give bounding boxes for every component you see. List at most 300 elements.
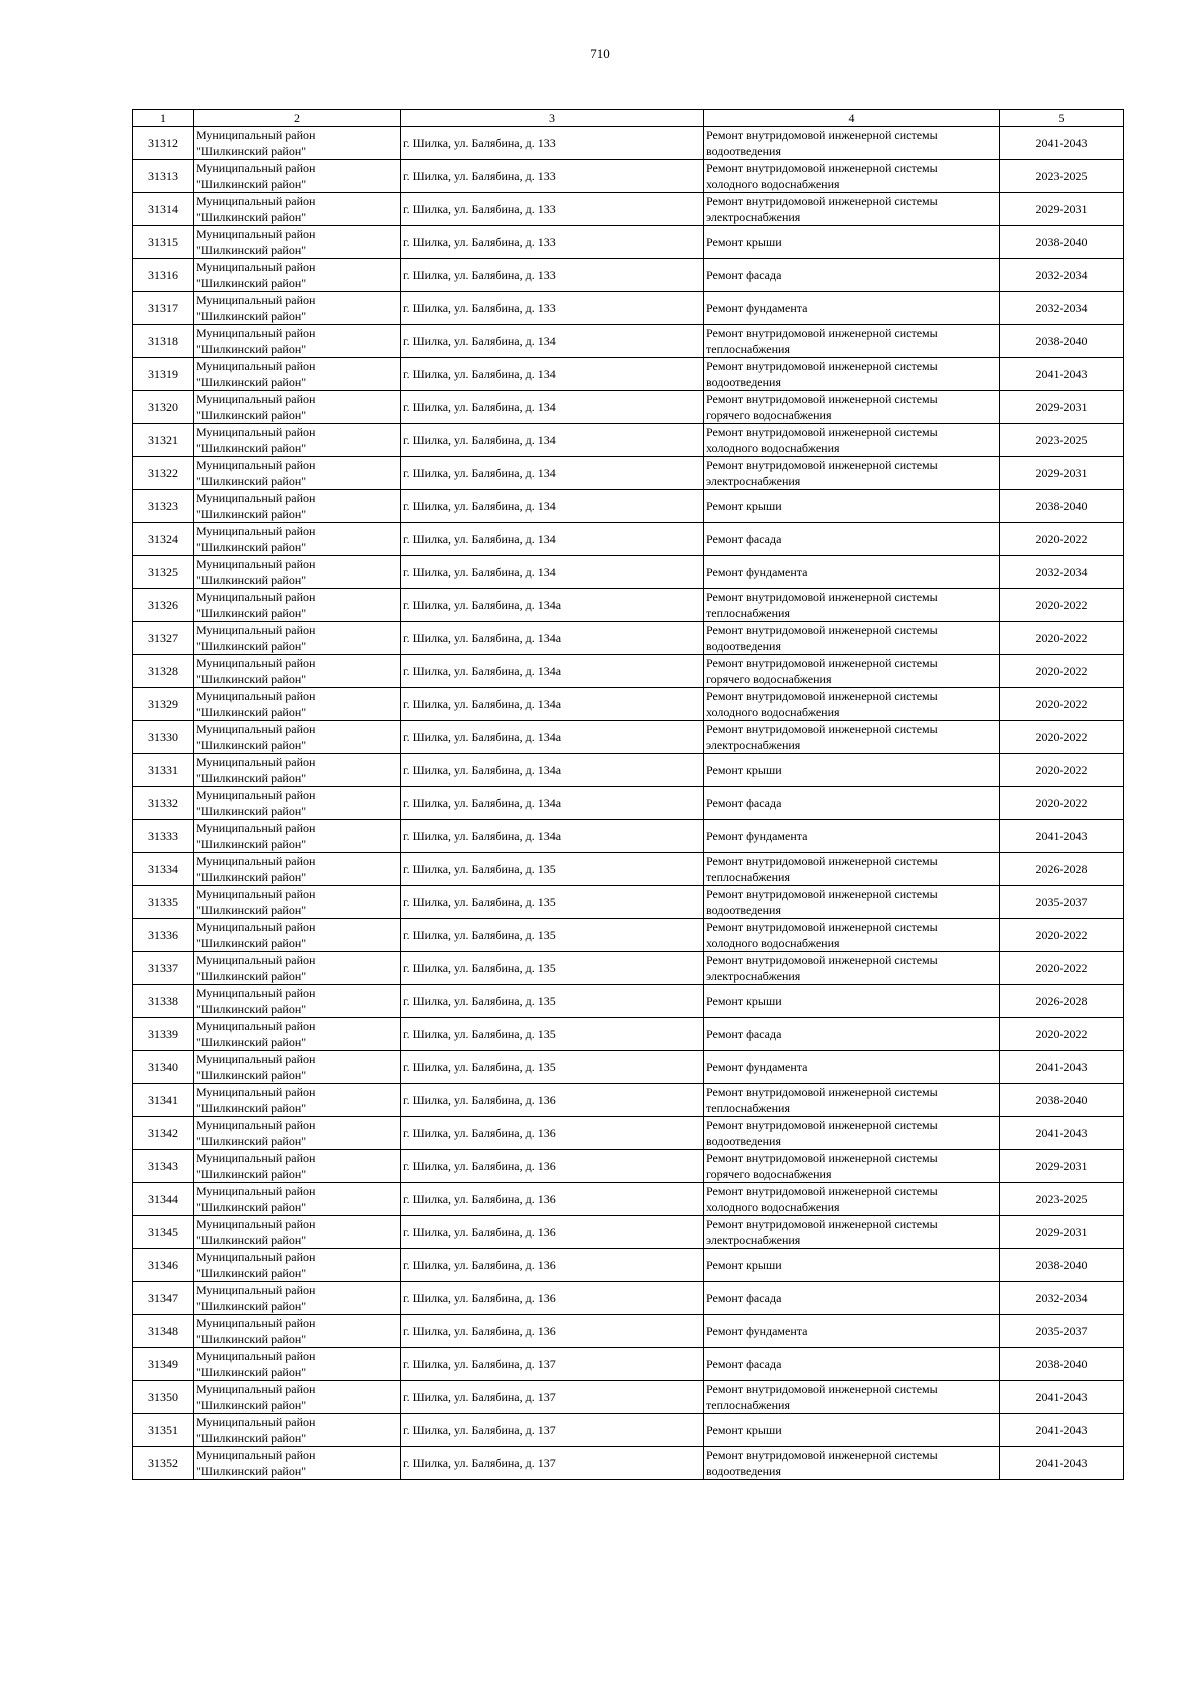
district-line: "Шилкинский район" <box>196 177 307 191</box>
cell-period: 2041-2043 <box>1000 1381 1124 1414</box>
district-line: Муниципальный район <box>196 755 316 769</box>
cell-period: 2038-2040 <box>1000 490 1124 523</box>
district-line: "Шилкинский район" <box>196 870 307 884</box>
table-row <box>133 655 1124 688</box>
work-line: теплоснабжения <box>706 606 790 620</box>
cell-period: 2026-2028 <box>1000 985 1124 1018</box>
district-line: "Шилкинский район" <box>196 639 307 653</box>
district-line: Муниципальный район <box>196 722 316 736</box>
district-line: "Шилкинский район" <box>196 1299 307 1313</box>
cell-work-type <box>704 1348 1000 1381</box>
cell-address: г. Шилка, ул. Балябина, д. 134а <box>401 721 704 754</box>
cell-work-type <box>704 325 1000 358</box>
cell-address: г. Шилка, ул. Балябина, д. 133 <box>401 292 704 325</box>
table-row <box>133 787 1124 820</box>
work-line: водоотведения <box>706 639 781 653</box>
header-col-3: 3 <box>401 110 704 127</box>
cell-work-type <box>704 886 1000 919</box>
cell-number: 31344 <box>133 1183 194 1216</box>
district-line: Муниципальный район <box>196 1382 316 1396</box>
cell-period: 2020-2022 <box>1000 655 1124 688</box>
header-col-1: 1 <box>133 110 194 127</box>
cell-number: 31323 <box>133 490 194 523</box>
work-line: Ремонт внутридомовой инженерной системы <box>706 920 938 934</box>
cell-period: 2029-2031 <box>1000 391 1124 424</box>
district-line: Муниципальный район <box>196 359 316 373</box>
district-line: Муниципальный район <box>196 260 316 274</box>
cell-number: 31322 <box>133 457 194 490</box>
work-line: электроснабжения <box>706 738 801 752</box>
cell-address: г. Шилка, ул. Балябина, д. 136 <box>401 1183 704 1216</box>
cell-district <box>194 127 401 160</box>
table-row <box>133 127 1124 160</box>
cell-district <box>194 1315 401 1348</box>
cell-number: 31328 <box>133 655 194 688</box>
table-row <box>133 1315 1124 1348</box>
district-line: Муниципальный район <box>196 1415 316 1429</box>
cell-work-type <box>704 1150 1000 1183</box>
district-line: "Шилкинский район" <box>196 606 307 620</box>
table-row <box>133 886 1124 919</box>
work-line: Ремонт крыши <box>706 1258 782 1272</box>
district-line: "Шилкинский район" <box>196 1431 307 1445</box>
cell-address: г. Шилка, ул. Балябина, д. 134а <box>401 787 704 820</box>
cell-number: 31338 <box>133 985 194 1018</box>
cell-district <box>194 1117 401 1150</box>
cell-work-type <box>704 1282 1000 1315</box>
work-line: Ремонт фундамента <box>706 829 808 843</box>
cell-period: 2032-2034 <box>1000 556 1124 589</box>
work-line: электроснабжения <box>706 474 801 488</box>
table-row <box>133 622 1124 655</box>
work-line: Ремонт фундамента <box>706 565 808 579</box>
cell-address: г. Шилка, ул. Балябина, д. 136 <box>401 1084 704 1117</box>
work-line: холодного водоснабжения <box>706 177 840 191</box>
work-line: холодного водоснабжения <box>706 441 840 455</box>
cell-period: 2041-2043 <box>1000 358 1124 391</box>
work-line: Ремонт фасада <box>706 1291 782 1305</box>
table-row <box>133 721 1124 754</box>
work-line: Ремонт крыши <box>706 763 782 777</box>
cell-address: г. Шилка, ул. Балябина, д. 135 <box>401 1051 704 1084</box>
district-line: "Шилкинский район" <box>196 276 307 290</box>
cell-period: 2038-2040 <box>1000 226 1124 259</box>
work-line: теплоснабжения <box>706 1398 790 1412</box>
cell-address: г. Шилка, ул. Балябина, д. 133 <box>401 160 704 193</box>
cell-work-type <box>704 622 1000 655</box>
cell-period: 2038-2040 <box>1000 325 1124 358</box>
cell-period: 2020-2022 <box>1000 688 1124 721</box>
cell-district <box>194 985 401 1018</box>
district-line: Муниципальный район <box>196 425 316 439</box>
district-line: Муниципальный район <box>196 1052 316 1066</box>
work-line: электроснабжения <box>706 210 801 224</box>
work-line: Ремонт крыши <box>706 235 782 249</box>
table-row <box>133 688 1124 721</box>
work-line: Ремонт внутридомовой инженерной системы <box>706 887 938 901</box>
cell-period: 2020-2022 <box>1000 1018 1124 1051</box>
cell-district <box>194 688 401 721</box>
cell-number: 31327 <box>133 622 194 655</box>
table-row <box>133 1216 1124 1249</box>
cell-number: 31348 <box>133 1315 194 1348</box>
cell-district <box>194 721 401 754</box>
cell-period: 2041-2043 <box>1000 1117 1124 1150</box>
table-header <box>133 110 1124 127</box>
cell-number: 31347 <box>133 1282 194 1315</box>
district-line: "Шилкинский район" <box>196 1134 307 1148</box>
cell-address: г. Шилка, ул. Балябина, д. 135 <box>401 1018 704 1051</box>
cell-district <box>194 820 401 853</box>
cell-work-type <box>704 457 1000 490</box>
cell-number: 31312 <box>133 127 194 160</box>
cell-work-type <box>704 259 1000 292</box>
cell-district <box>194 886 401 919</box>
work-line: Ремонт внутридомовой инженерной системы <box>706 623 938 637</box>
table-row <box>133 754 1124 787</box>
table-row <box>133 1117 1124 1150</box>
district-line: "Шилкинский район" <box>196 1266 307 1280</box>
cell-period: 2020-2022 <box>1000 919 1124 952</box>
district-line: "Шилкинский район" <box>196 1167 307 1181</box>
district-line: "Шилкинский район" <box>196 804 307 818</box>
cell-number: 31350 <box>133 1381 194 1414</box>
table-row <box>133 853 1124 886</box>
cell-number: 31330 <box>133 721 194 754</box>
table-row <box>133 226 1124 259</box>
cell-work-type <box>704 853 1000 886</box>
work-line: Ремонт внутридомовой инженерной системы <box>706 953 938 967</box>
work-line: Ремонт внутридомовой инженерной системы <box>706 722 938 736</box>
cell-number: 31329 <box>133 688 194 721</box>
cell-address: г. Шилка, ул. Балябина, д. 135 <box>401 886 704 919</box>
cell-address: г. Шилка, ул. Балябина, д. 135 <box>401 853 704 886</box>
cell-work-type <box>704 985 1000 1018</box>
cell-address: г. Шилка, ул. Балябина, д. 135 <box>401 952 704 985</box>
cell-work-type <box>704 820 1000 853</box>
district-line: "Шилкинский район" <box>196 144 307 158</box>
cell-number: 31317 <box>133 292 194 325</box>
cell-address: г. Шилка, ул. Балябина, д. 135 <box>401 985 704 1018</box>
cell-number: 31313 <box>133 160 194 193</box>
table-row <box>133 358 1124 391</box>
district-line: Муниципальный район <box>196 1151 316 1165</box>
cell-district <box>194 1414 401 1447</box>
cell-address: г. Шилка, ул. Балябина, д. 134а <box>401 589 704 622</box>
district-line: Муниципальный район <box>196 128 316 142</box>
cell-work-type <box>704 1315 1000 1348</box>
cell-number: 31318 <box>133 325 194 358</box>
cell-number: 31351 <box>133 1414 194 1447</box>
cell-period: 2020-2022 <box>1000 523 1124 556</box>
table-row <box>133 1051 1124 1084</box>
cell-district <box>194 523 401 556</box>
work-line: Ремонт внутридомовой инженерной системы <box>706 1118 938 1132</box>
cell-number: 31352 <box>133 1447 194 1480</box>
district-line: Муниципальный район <box>196 1448 316 1462</box>
cell-address: г. Шилка, ул. Балябина, д. 136 <box>401 1117 704 1150</box>
cell-district <box>194 1018 401 1051</box>
table-row <box>133 391 1124 424</box>
cell-address: г. Шилка, ул. Балябина, д. 134а <box>401 688 704 721</box>
district-line: "Шилкинский район" <box>196 837 307 851</box>
district-line: "Шилкинский район" <box>196 738 307 752</box>
cell-district <box>194 1216 401 1249</box>
cell-address: г. Шилка, ул. Балябина, д. 135 <box>401 919 704 952</box>
cell-period: 2038-2040 <box>1000 1348 1124 1381</box>
cell-district <box>194 424 401 457</box>
cell-address: г. Шилка, ул. Балябина, д. 137 <box>401 1447 704 1480</box>
work-line: Ремонт внутридомовой инженерной системы <box>706 1085 938 1099</box>
work-line: Ремонт внутридомовой инженерной системы <box>706 1448 938 1462</box>
district-line: Муниципальный район <box>196 1250 316 1264</box>
cell-work-type <box>704 1117 1000 1150</box>
table-row <box>133 1447 1124 1480</box>
cell-district <box>194 556 401 589</box>
work-line: теплоснабжения <box>706 870 790 884</box>
district-line: "Шилкинский район" <box>196 309 307 323</box>
table-row <box>133 1183 1124 1216</box>
cell-district <box>194 490 401 523</box>
district-line: "Шилкинский район" <box>196 1233 307 1247</box>
district-line: Муниципальный район <box>196 293 316 307</box>
district-line: Муниципальный район <box>196 1184 316 1198</box>
cell-district <box>194 589 401 622</box>
table-row <box>133 1018 1124 1051</box>
cell-district <box>194 1348 401 1381</box>
district-line: Муниципальный район <box>196 953 316 967</box>
cell-district <box>194 325 401 358</box>
district-line: "Шилкинский район" <box>196 771 307 785</box>
work-line: Ремонт внутридомовой инженерной системы <box>706 161 938 175</box>
cell-period: 2041-2043 <box>1000 127 1124 160</box>
district-line: Муниципальный район <box>196 392 316 406</box>
cell-number: 31331 <box>133 754 194 787</box>
table-row <box>133 1348 1124 1381</box>
table-row <box>133 985 1124 1018</box>
work-line: Ремонт внутридомовой инженерной системы <box>706 194 938 208</box>
cell-address: г. Шилка, ул. Балябина, д. 136 <box>401 1282 704 1315</box>
cell-district <box>194 292 401 325</box>
cell-district <box>194 193 401 226</box>
district-line: Муниципальный район <box>196 821 316 835</box>
cell-work-type <box>704 193 1000 226</box>
cell-period: 2041-2043 <box>1000 820 1124 853</box>
district-line: Муниципальный район <box>196 326 316 340</box>
district-line: "Шилкинский район" <box>196 573 307 587</box>
cell-district <box>194 358 401 391</box>
cell-address: г. Шилка, ул. Балябина, д. 134 <box>401 457 704 490</box>
cell-period: 2020-2022 <box>1000 787 1124 820</box>
cell-address: г. Шилка, ул. Балябина, д. 136 <box>401 1315 704 1348</box>
cell-number: 31321 <box>133 424 194 457</box>
cell-work-type <box>704 292 1000 325</box>
district-line: "Шилкинский район" <box>196 1464 307 1478</box>
cell-address: г. Шилка, ул. Балябина, д. 134 <box>401 523 704 556</box>
table-row <box>133 1249 1124 1282</box>
cell-address: г. Шилка, ул. Балябина, д. 133 <box>401 127 704 160</box>
cell-number: 31337 <box>133 952 194 985</box>
cell-address: г. Шилка, ул. Балябина, д. 137 <box>401 1381 704 1414</box>
work-line: холодного водоснабжения <box>706 936 840 950</box>
cell-work-type <box>704 1216 1000 1249</box>
district-line: "Шилкинский район" <box>196 705 307 719</box>
district-line: "Шилкинский район" <box>196 1101 307 1115</box>
district-line: "Шилкинский район" <box>196 936 307 950</box>
district-line: "Шилкинский район" <box>196 1002 307 1016</box>
district-line: "Шилкинский район" <box>196 1200 307 1214</box>
work-line: Ремонт внутридомовой инженерной системы <box>706 1382 938 1396</box>
cell-work-type <box>704 919 1000 952</box>
cell-period: 2029-2031 <box>1000 193 1124 226</box>
district-line: Муниципальный район <box>196 491 316 505</box>
header-col-4: 4 <box>704 110 1000 127</box>
cell-address: г. Шилка, ул. Балябина, д. 134 <box>401 556 704 589</box>
district-line: Муниципальный район <box>196 1085 316 1099</box>
district-line: "Шилкинский район" <box>196 408 307 422</box>
cell-work-type <box>704 1381 1000 1414</box>
cell-address: г. Шилка, ул. Балябина, д. 134 <box>401 391 704 424</box>
work-line: теплоснабжения <box>706 1101 790 1115</box>
work-line: электроснабжения <box>706 1233 801 1247</box>
cell-district <box>194 919 401 952</box>
cell-district <box>194 1183 401 1216</box>
cell-number: 31324 <box>133 523 194 556</box>
district-line: "Шилкинский район" <box>196 903 307 917</box>
table-row <box>133 820 1124 853</box>
cell-address: г. Шилка, ул. Балябина, д. 134а <box>401 820 704 853</box>
table-row <box>133 424 1124 457</box>
district-line: "Шилкинский район" <box>196 243 307 257</box>
cell-district <box>194 457 401 490</box>
cell-address: г. Шилка, ул. Балябина, д. 136 <box>401 1150 704 1183</box>
district-line: Муниципальный район <box>196 854 316 868</box>
cell-period: 2029-2031 <box>1000 457 1124 490</box>
district-line: "Шилкинский район" <box>196 672 307 686</box>
cell-number: 31316 <box>133 259 194 292</box>
district-line: Муниципальный район <box>196 689 316 703</box>
district-line: Муниципальный район <box>196 524 316 538</box>
work-line: Ремонт фундамента <box>706 301 808 315</box>
cell-period: 2023-2025 <box>1000 424 1124 457</box>
cell-address: г. Шилка, ул. Балябина, д. 133 <box>401 226 704 259</box>
cell-period: 2041-2043 <box>1000 1447 1124 1480</box>
cell-work-type <box>704 787 1000 820</box>
district-line: Муниципальный район <box>196 557 316 571</box>
cell-district <box>194 160 401 193</box>
district-line: "Шилкинский район" <box>196 375 307 389</box>
work-line: Ремонт внутридомовой инженерной системы <box>706 656 938 670</box>
cell-address: г. Шилка, ул. Балябина, д. 134а <box>401 754 704 787</box>
work-line: Ремонт внутридомовой инженерной системы <box>706 359 938 373</box>
table-body <box>133 127 1124 1480</box>
work-line: теплоснабжения <box>706 342 790 356</box>
register-table <box>132 109 1124 1480</box>
cell-work-type <box>704 1183 1000 1216</box>
district-line: Муниципальный район <box>196 1316 316 1330</box>
work-line: Ремонт фасада <box>706 796 782 810</box>
district-line: "Шилкинский район" <box>196 1365 307 1379</box>
district-line: Муниципальный район <box>196 1118 316 1132</box>
table-row <box>133 589 1124 622</box>
work-line: Ремонт фундамента <box>706 1324 808 1338</box>
work-line: холодного водоснабжения <box>706 1200 840 1214</box>
work-line: горячего водоснабжения <box>706 672 832 686</box>
work-line: водоотведения <box>706 1134 781 1148</box>
table-row <box>133 325 1124 358</box>
cell-period: 2038-2040 <box>1000 1084 1124 1117</box>
table-row <box>133 1381 1124 1414</box>
cell-address: г. Шилка, ул. Балябина, д. 134 <box>401 424 704 457</box>
cell-period: 2041-2043 <box>1000 1414 1124 1447</box>
work-line: Ремонт внутридомовой инженерной системы <box>706 1217 938 1231</box>
work-line: Ремонт крыши <box>706 994 782 1008</box>
district-line: "Шилкинский район" <box>196 210 307 224</box>
cell-district <box>194 1150 401 1183</box>
work-line: Ремонт фасада <box>706 532 782 546</box>
header-col-5: 5 <box>1000 110 1124 127</box>
cell-address: г. Шилка, ул. Балябина, д. 134 <box>401 358 704 391</box>
table-row <box>133 193 1124 226</box>
district-line: Муниципальный район <box>196 1019 316 1033</box>
cell-work-type <box>704 490 1000 523</box>
cell-address: г. Шилка, ул. Балябина, д. 134 <box>401 325 704 358</box>
work-line: Ремонт фасада <box>706 1027 782 1041</box>
cell-number: 31345 <box>133 1216 194 1249</box>
cell-period: 2041-2043 <box>1000 1051 1124 1084</box>
cell-work-type <box>704 754 1000 787</box>
cell-period: 2035-2037 <box>1000 1315 1124 1348</box>
cell-district <box>194 1051 401 1084</box>
cell-district <box>194 655 401 688</box>
header-col-2: 2 <box>194 110 401 127</box>
cell-address: г. Шилка, ул. Балябина, д. 133 <box>401 259 704 292</box>
cell-district <box>194 226 401 259</box>
table-row <box>133 1084 1124 1117</box>
cell-number: 31332 <box>133 787 194 820</box>
work-line: Ремонт внутридомовой инженерной системы <box>706 1184 938 1198</box>
cell-address: г. Шилка, ул. Балябина, д. 134а <box>401 655 704 688</box>
cell-address: г. Шилка, ул. Балябина, д. 136 <box>401 1216 704 1249</box>
cell-work-type <box>704 688 1000 721</box>
district-line: Муниципальный район <box>196 920 316 934</box>
work-line: Ремонт внутридомовой инженерной системы <box>706 326 938 340</box>
table-row <box>133 523 1124 556</box>
cell-period: 2029-2031 <box>1000 1150 1124 1183</box>
district-line: "Шилкинский район" <box>196 474 307 488</box>
table-row <box>133 556 1124 589</box>
district-line: "Шилкинский район" <box>196 1398 307 1412</box>
cell-district <box>194 1282 401 1315</box>
work-line: Ремонт внутридомовой инженерной системы <box>706 1151 938 1165</box>
header-row <box>133 110 1124 127</box>
cell-district <box>194 259 401 292</box>
cell-address: г. Шилка, ул. Балябина, д. 137 <box>401 1348 704 1381</box>
work-line: водоотведения <box>706 1464 781 1478</box>
cell-work-type <box>704 1414 1000 1447</box>
work-line: Ремонт фундамента <box>706 1060 808 1074</box>
district-line: Муниципальный район <box>196 227 316 241</box>
work-line: Ремонт внутридомовой инженерной системы <box>706 854 938 868</box>
table-row <box>133 952 1124 985</box>
cell-work-type <box>704 127 1000 160</box>
work-line: холодного водоснабжения <box>706 705 840 719</box>
cell-district <box>194 1381 401 1414</box>
cell-district <box>194 853 401 886</box>
cell-period: 2023-2025 <box>1000 160 1124 193</box>
cell-work-type <box>704 1018 1000 1051</box>
district-line: Муниципальный район <box>196 656 316 670</box>
